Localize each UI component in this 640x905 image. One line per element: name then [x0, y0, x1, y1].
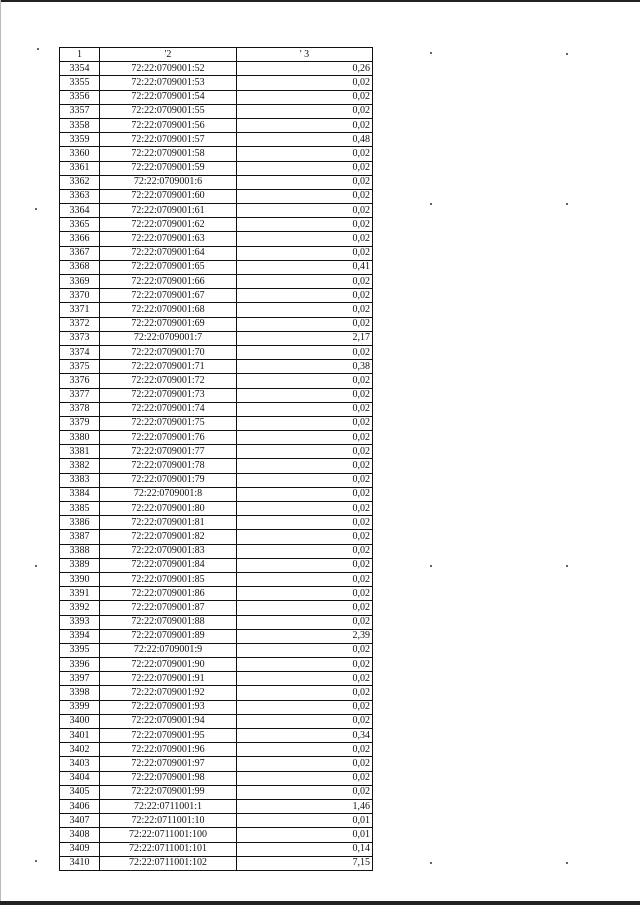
value-cell: 0,02 [237, 189, 373, 203]
value-cell: 0,48 [237, 133, 373, 147]
row-number-cell: 3391 [60, 587, 100, 601]
row-number-cell: 3410 [60, 856, 100, 870]
cadastral-number-cell: 72:22:0709001:73 [100, 388, 237, 402]
cadastral-number-cell: 72:22:0709001:99 [100, 785, 237, 799]
row-number-cell: 3360 [60, 147, 100, 161]
row-number-cell: 3409 [60, 842, 100, 856]
cadastral-number-cell: 72:22:0709001:79 [100, 473, 237, 487]
value-cell: 0,02 [237, 473, 373, 487]
table-row [60, 601, 373, 615]
table-row [60, 729, 373, 743]
value-cell: 0,02 [237, 785, 373, 799]
value-cell: 0,14 [237, 842, 373, 856]
row-number-cell: 3363 [60, 189, 100, 203]
value-cell: 0,02 [237, 714, 373, 728]
table-row [60, 275, 373, 289]
value-cell: 0,02 [237, 530, 373, 544]
cadastral-number-cell: 72:22:0709001:87 [100, 601, 237, 615]
table-row [60, 388, 373, 402]
row-number-cell: 3379 [60, 416, 100, 430]
row-number-cell: 3398 [60, 686, 100, 700]
scan-speck [35, 565, 37, 567]
cadastral-number-cell: 72:22:0709001:66 [100, 275, 237, 289]
row-number-cell: 3404 [60, 771, 100, 785]
table-row [60, 331, 373, 345]
cadastral-number-cell: 72:22:0709001:70 [100, 345, 237, 359]
scan-speck [37, 48, 39, 50]
table-row [60, 431, 373, 445]
table-row [60, 175, 373, 189]
cadastral-number-cell: 72:22:0709001:77 [100, 445, 237, 459]
table-row [60, 842, 373, 856]
cadastral-number-cell: 72:22:0709001:53 [100, 76, 237, 90]
cadastral-number-cell: 72:22:0709001:52 [100, 62, 237, 76]
row-number-cell: 3383 [60, 473, 100, 487]
table-row [60, 360, 373, 374]
table-row [60, 246, 373, 260]
table-row [60, 502, 373, 516]
row-number-cell: 3369 [60, 275, 100, 289]
row-number-cell: 3355 [60, 76, 100, 90]
row-number-cell: 3367 [60, 246, 100, 260]
table-row [60, 445, 373, 459]
table-row [60, 118, 373, 132]
row-number-cell: 3401 [60, 729, 100, 743]
table-row [60, 303, 373, 317]
table-row [60, 487, 373, 501]
table-row [60, 587, 373, 601]
cadastral-number-cell: 72:22:0709001:89 [100, 629, 237, 643]
table-row [60, 516, 373, 530]
row-number-cell: 3373 [60, 331, 100, 345]
scan-speck [430, 862, 432, 864]
scan-speck [35, 208, 37, 210]
row-number-cell: 3378 [60, 402, 100, 416]
value-cell: 0,02 [237, 118, 373, 132]
value-cell: 0,02 [237, 445, 373, 459]
table-row [60, 104, 373, 118]
row-number-cell: 3402 [60, 743, 100, 757]
table-row [60, 785, 373, 799]
value-cell: 0,02 [237, 431, 373, 445]
cadastral-number-cell: 72:22:0709001:65 [100, 260, 237, 274]
table-row [60, 62, 373, 76]
row-number-cell: 3371 [60, 303, 100, 317]
row-number-cell: 3403 [60, 757, 100, 771]
value-cell: 0,02 [237, 487, 373, 501]
table-row [60, 402, 373, 416]
cadastral-number-cell: 72:22:0709001:63 [100, 232, 237, 246]
row-number-cell: 3380 [60, 431, 100, 445]
table-row [60, 459, 373, 473]
table-row [60, 317, 373, 331]
cadastral-number-cell: 72:22:0709001:68 [100, 303, 237, 317]
value-cell: 0,02 [237, 459, 373, 473]
table-header [60, 48, 373, 62]
value-cell: 0,02 [237, 161, 373, 175]
value-cell: 0,02 [237, 90, 373, 104]
table-row [60, 374, 373, 388]
cadastral-number-cell: 72:22:0709001:95 [100, 729, 237, 743]
row-number-cell: 3374 [60, 345, 100, 359]
table-row [60, 700, 373, 714]
row-number-cell: 3358 [60, 118, 100, 132]
cadastral-number-cell: 72:22:0709001:97 [100, 757, 237, 771]
row-number-cell: 3356 [60, 90, 100, 104]
table-row [60, 643, 373, 657]
table-row [60, 828, 373, 842]
value-cell: 0,02 [237, 289, 373, 303]
cadastral-number-cell: 72:22:0709001:8 [100, 487, 237, 501]
scan-speck [430, 565, 432, 567]
cadastral-number-cell: 72:22:0711001:10 [100, 814, 237, 828]
cadastral-number-cell: 72:22:0709001:67 [100, 289, 237, 303]
value-cell: 0,02 [237, 686, 373, 700]
cadastral-number-cell: 72:22:0709001:71 [100, 360, 237, 374]
cadastral-number-cell: 72:22:0709001:84 [100, 558, 237, 572]
scan-speck [566, 565, 568, 567]
row-number-cell: 3405 [60, 785, 100, 799]
cadastral-number-cell: 72:22:0709001:92 [100, 686, 237, 700]
table-row [60, 672, 373, 686]
row-number-cell: 3372 [60, 317, 100, 331]
value-cell: 0,02 [237, 743, 373, 757]
value-cell: 0,02 [237, 558, 373, 572]
table-row [60, 161, 373, 175]
table-row [60, 473, 373, 487]
table-row [60, 218, 373, 232]
value-cell: 0,02 [237, 658, 373, 672]
cadastral-number-cell: 72:22:0709001:90 [100, 658, 237, 672]
row-number-cell: 3387 [60, 530, 100, 544]
table-row [60, 232, 373, 246]
cadastral-number-cell: 72:22:0709001:9 [100, 643, 237, 657]
table-row [60, 799, 373, 813]
value-cell: 0,02 [237, 232, 373, 246]
value-cell: 0,02 [237, 601, 373, 615]
row-number-cell: 3394 [60, 629, 100, 643]
value-cell: 0,02 [237, 615, 373, 629]
row-number-cell: 3365 [60, 218, 100, 232]
value-cell: 0,01 [237, 814, 373, 828]
table-row [60, 345, 373, 359]
table-row [60, 189, 373, 203]
row-number-cell: 3366 [60, 232, 100, 246]
cadastral-number-cell: 72:22:0709001:76 [100, 431, 237, 445]
table-row [60, 416, 373, 430]
value-cell: 0,02 [237, 345, 373, 359]
table-row [60, 133, 373, 147]
cadastral-number-cell: 72:22:0709001:61 [100, 204, 237, 218]
cadastral-number-cell: 72:22:0709001:55 [100, 104, 237, 118]
cadastral-number-cell: 72:22:0709001:62 [100, 218, 237, 232]
column-header-1: 1 [60, 48, 100, 62]
row-number-cell: 3368 [60, 260, 100, 274]
cadastral-number-cell: 72:22:0709001:69 [100, 317, 237, 331]
row-number-cell: 3376 [60, 374, 100, 388]
row-number-cell: 3397 [60, 672, 100, 686]
row-number-cell: 3408 [60, 828, 100, 842]
column-header-2: '2 [100, 48, 237, 62]
cadastral-number-cell: 72:22:0711001:102 [100, 856, 237, 870]
cadastral-number-cell: 72:22:0709001:74 [100, 402, 237, 416]
value-cell: 0,02 [237, 771, 373, 785]
cadastral-number-cell: 72:22:0709001:96 [100, 743, 237, 757]
scan-speck [430, 203, 432, 205]
cadastral-number-cell: 72:22:0709001:57 [100, 133, 237, 147]
cadastral-number-cell: 72:22:0709001:59 [100, 161, 237, 175]
value-cell: 0,34 [237, 729, 373, 743]
table-row [60, 289, 373, 303]
cadastral-number-cell: 72:22:0709001:88 [100, 615, 237, 629]
value-cell: 0,02 [237, 374, 373, 388]
value-cell: 0,38 [237, 360, 373, 374]
table-row [60, 856, 373, 870]
cadastral-number-cell: 72:22:0709001:54 [100, 90, 237, 104]
value-cell: 0,02 [237, 402, 373, 416]
cadastral-number-cell: 72:22:0709001:7 [100, 331, 237, 345]
table-row [60, 615, 373, 629]
scan-speck [566, 53, 568, 55]
table-row [60, 572, 373, 586]
cadastral-number-cell: 72:22:0709001:82 [100, 530, 237, 544]
value-cell: 0,02 [237, 757, 373, 771]
table-row [60, 658, 373, 672]
row-number-cell: 3377 [60, 388, 100, 402]
value-cell: 0,02 [237, 572, 373, 586]
scan-bottom-edge [0, 901, 640, 905]
value-cell: 0,02 [237, 502, 373, 516]
cadastral-number-cell: 72:22:0709001:64 [100, 246, 237, 260]
row-number-cell: 3395 [60, 643, 100, 657]
value-cell: 0,02 [237, 516, 373, 530]
value-cell: 0,02 [237, 204, 373, 218]
value-cell: 0,02 [237, 303, 373, 317]
row-number-cell: 3364 [60, 204, 100, 218]
value-cell: 0,02 [237, 147, 373, 161]
row-number-cell: 3357 [60, 104, 100, 118]
table-row [60, 629, 373, 643]
row-number-cell: 3399 [60, 700, 100, 714]
value-cell: 0,01 [237, 828, 373, 842]
value-cell: 0,02 [237, 700, 373, 714]
value-cell: 0,26 [237, 62, 373, 76]
parcel-table [59, 47, 373, 871]
row-number-cell: 3406 [60, 799, 100, 813]
table-row [60, 204, 373, 218]
value-cell: 0,02 [237, 246, 373, 260]
cadastral-number-cell: 72:22:0709001:98 [100, 771, 237, 785]
table-row [60, 76, 373, 90]
value-cell: 0,02 [237, 175, 373, 189]
row-number-cell: 3359 [60, 133, 100, 147]
value-cell: 0,02 [237, 104, 373, 118]
table-row [60, 147, 373, 161]
value-cell: 1,46 [237, 799, 373, 813]
cadastral-number-cell: 72:22:0709001:60 [100, 189, 237, 203]
table-row [60, 814, 373, 828]
table-row [60, 90, 373, 104]
row-number-cell: 3407 [60, 814, 100, 828]
scan-left-edge [0, 0, 1, 905]
row-number-cell: 3381 [60, 445, 100, 459]
header-row [60, 48, 373, 62]
value-cell: 0,41 [237, 260, 373, 274]
row-number-cell: 3354 [60, 62, 100, 76]
table-body [60, 62, 373, 871]
value-cell: 0,02 [237, 416, 373, 430]
cadastral-number-cell: 72:22:0709001:85 [100, 572, 237, 586]
value-cell: 0,02 [237, 544, 373, 558]
value-cell: 0,02 [237, 587, 373, 601]
cadastral-number-cell: 72:22:0709001:72 [100, 374, 237, 388]
cadastral-number-cell: 72:22:0711001:101 [100, 842, 237, 856]
scan-top-edge [0, 0, 640, 2]
row-number-cell: 3370 [60, 289, 100, 303]
cadastral-number-cell: 72:22:0711001:100 [100, 828, 237, 842]
cadastral-number-cell: 72:22:0709001:86 [100, 587, 237, 601]
table-row [60, 771, 373, 785]
value-cell: 0,02 [237, 275, 373, 289]
table-row [60, 558, 373, 572]
row-number-cell: 3396 [60, 658, 100, 672]
cadastral-number-cell: 72:22:0709001:58 [100, 147, 237, 161]
table-row [60, 757, 373, 771]
row-number-cell: 3384 [60, 487, 100, 501]
row-number-cell: 3389 [60, 558, 100, 572]
cadastral-number-cell: 72:22:0709001:94 [100, 714, 237, 728]
row-number-cell: 3382 [60, 459, 100, 473]
row-number-cell: 3385 [60, 502, 100, 516]
cadastral-number-cell: 72:22:0709001:83 [100, 544, 237, 558]
value-cell: 0,02 [237, 643, 373, 657]
table-row [60, 686, 373, 700]
table-row [60, 544, 373, 558]
table-row [60, 260, 373, 274]
value-cell: 0,02 [237, 672, 373, 686]
value-cell: 2,39 [237, 629, 373, 643]
cadastral-number-cell: 72:22:0709001:75 [100, 416, 237, 430]
row-number-cell: 3386 [60, 516, 100, 530]
cadastral-number-cell: 72:22:0709001:56 [100, 118, 237, 132]
row-number-cell: 3392 [60, 601, 100, 615]
row-number-cell: 3388 [60, 544, 100, 558]
value-cell: 0,02 [237, 317, 373, 331]
scan-speck [566, 203, 568, 205]
cadastral-number-cell: 72:22:0709001:80 [100, 502, 237, 516]
scan-speck [430, 52, 432, 54]
value-cell: 7,15 [237, 856, 373, 870]
cadastral-number-cell: 72:22:0709001:78 [100, 459, 237, 473]
row-number-cell: 3400 [60, 714, 100, 728]
value-cell: 0,02 [237, 218, 373, 232]
table-row [60, 530, 373, 544]
cadastral-number-cell: 72:22:0709001:91 [100, 672, 237, 686]
scan-speck [35, 860, 37, 862]
column-header-3: ' 3 [237, 48, 373, 62]
value-cell: 0,02 [237, 388, 373, 402]
cadastral-number-cell: 72:22:0709001:6 [100, 175, 237, 189]
value-cell: 2,17 [237, 331, 373, 345]
row-number-cell: 3362 [60, 175, 100, 189]
row-number-cell: 3390 [60, 572, 100, 586]
row-number-cell: 3375 [60, 360, 100, 374]
row-number-cell: 3393 [60, 615, 100, 629]
row-number-cell: 3361 [60, 161, 100, 175]
table-row [60, 714, 373, 728]
cadastral-number-cell: 72:22:0711001:1 [100, 799, 237, 813]
table-row [60, 743, 373, 757]
cadastral-number-cell: 72:22:0709001:93 [100, 700, 237, 714]
cadastral-number-cell: 72:22:0709001:81 [100, 516, 237, 530]
value-cell: 0,02 [237, 76, 373, 90]
scan-speck [566, 862, 568, 864]
